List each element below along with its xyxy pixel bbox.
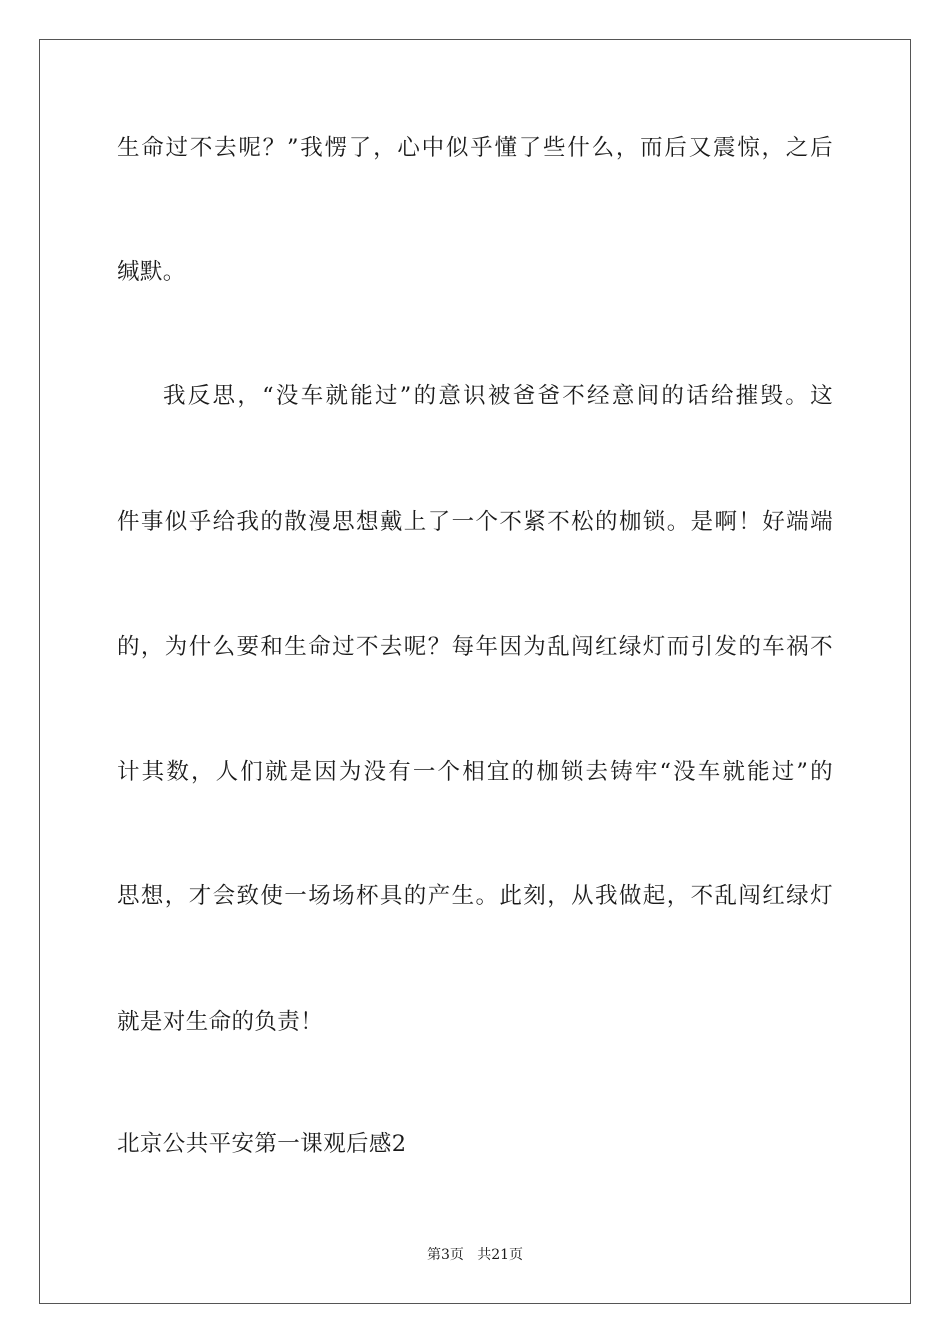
paragraph-line: 我反思，“没车就能过”的意识被爸爸不经意间的话给摧毁。这 <box>163 383 833 409</box>
paragraph-line: 计其数，人们就是因为没有一个相宜的枷锁去铸牢“没车就能过”的 <box>117 759 833 785</box>
paragraph-line: 思想，才会致使一场场杯具的产生。此刻，从我做起，不乱闯红绿灯 <box>117 883 833 909</box>
paragraph-line: 生命过不去呢？”我愣了，心中似乎懂了些什么，而后又震惊，之后 <box>117 135 833 161</box>
paragraph-line: 就是对生命的负责！ <box>117 1009 324 1035</box>
paragraph-line: 的，为什么要和生命过不去呢？每年因为乱闯红绿灯而引发的车祸不 <box>117 634 833 660</box>
page-number-footer: 第3页 共21页 <box>426 1247 524 1263</box>
page-border <box>39 39 911 1304</box>
section-heading: 北京公共平安第一课观后感2 <box>117 1131 407 1157</box>
paragraph-line: 缄默。 <box>117 259 186 285</box>
paragraph-line: 件事似乎给我的散漫思想戴上了一个不紧不松的枷锁。是啊！好端端 <box>117 509 833 535</box>
